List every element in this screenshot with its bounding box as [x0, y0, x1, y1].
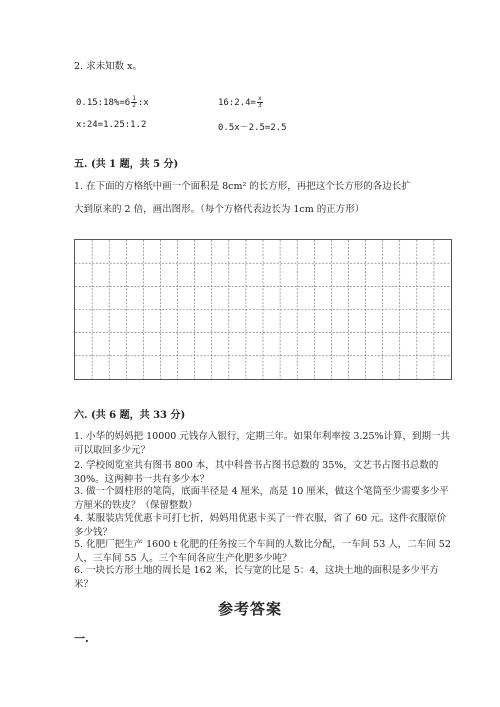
section-5-heading: 五. (共 1 题，共 5 分) — [74, 159, 179, 170]
question-2-title: 2. 求未知数 x。 — [74, 61, 142, 72]
question-6-5: 5. 化肥厂把生产 1600 t 化肥的任务按三个车间的人数比分配，一车间 53 人，二车间 52 人，三车间 55 人。三个车间各应生产化肥多少吨？ — [74, 539, 451, 564]
section-5-question-line-2: 大到原来的 2 倍，画出图形。（每个方格代表边长为 1cm 的正方形） — [74, 204, 365, 215]
answer-key-title: 参考答案 — [217, 600, 282, 618]
equation-1-fraction — [131, 96, 137, 109]
fraction-numerator: 1 — [132, 95, 136, 102]
answer-part-1-label: 一. — [74, 632, 89, 645]
equation-1 — [76, 96, 149, 109]
equation-2-left: 16:2.4= — [218, 98, 256, 108]
question-6-2: 2. 学校阅览室共有图书 800 本，其中科普书占图书总数的 35%，文艺书占图书总数的 30%。这两种书一共有多少本？ — [74, 460, 439, 485]
section-5-question-line-1: 1. 在下面的方格纸中画一个面积是 8cm² 的长方形，再把这个长方形的各边长扩 — [74, 181, 411, 192]
equation-1-left: 0.15:18%=6 — [76, 98, 131, 108]
fraction-numerator: x — [257, 95, 262, 102]
question-6-1: 1. 小华的妈妈把 10000 元钱存入银行，定期三年。如果年利率按 3.25%计算，到期一共可以取回多少元？ — [74, 431, 451, 456]
equation-3: x:24=1.25:1.2 — [76, 120, 147, 130]
grid-paper — [74, 239, 452, 380]
section-6-heading: 六. (共 6 题，共 33 分) — [74, 410, 186, 421]
fraction-denominator: 2 — [132, 102, 136, 109]
question-6-3: 3. 做一个圆柱形的笔筒，底面半径是 4 厘米，高是 10 厘米，做这个笔筒至少需要多少平方厘米的铁皮？（保留整数） — [74, 486, 449, 511]
fraction-denominator: 3 — [257, 102, 262, 109]
question-6-4: 4. 某服装店凭优惠卡可打七折，妈妈用优惠卡买了一件衣服，省了 60 元。这件衣服原价多少钱？ — [74, 513, 447, 538]
equation-4: 0.5x－2.5=2.5 — [218, 123, 287, 133]
question-6-6: 6. 一块长方形土地的周长是 162 米，长与宽的比是 5：4，这块土地的面积是多少平方米？ — [74, 565, 439, 590]
equation-2-fraction — [257, 96, 263, 109]
equation-1-right: :x — [137, 98, 149, 108]
equation-2 — [218, 96, 264, 109]
